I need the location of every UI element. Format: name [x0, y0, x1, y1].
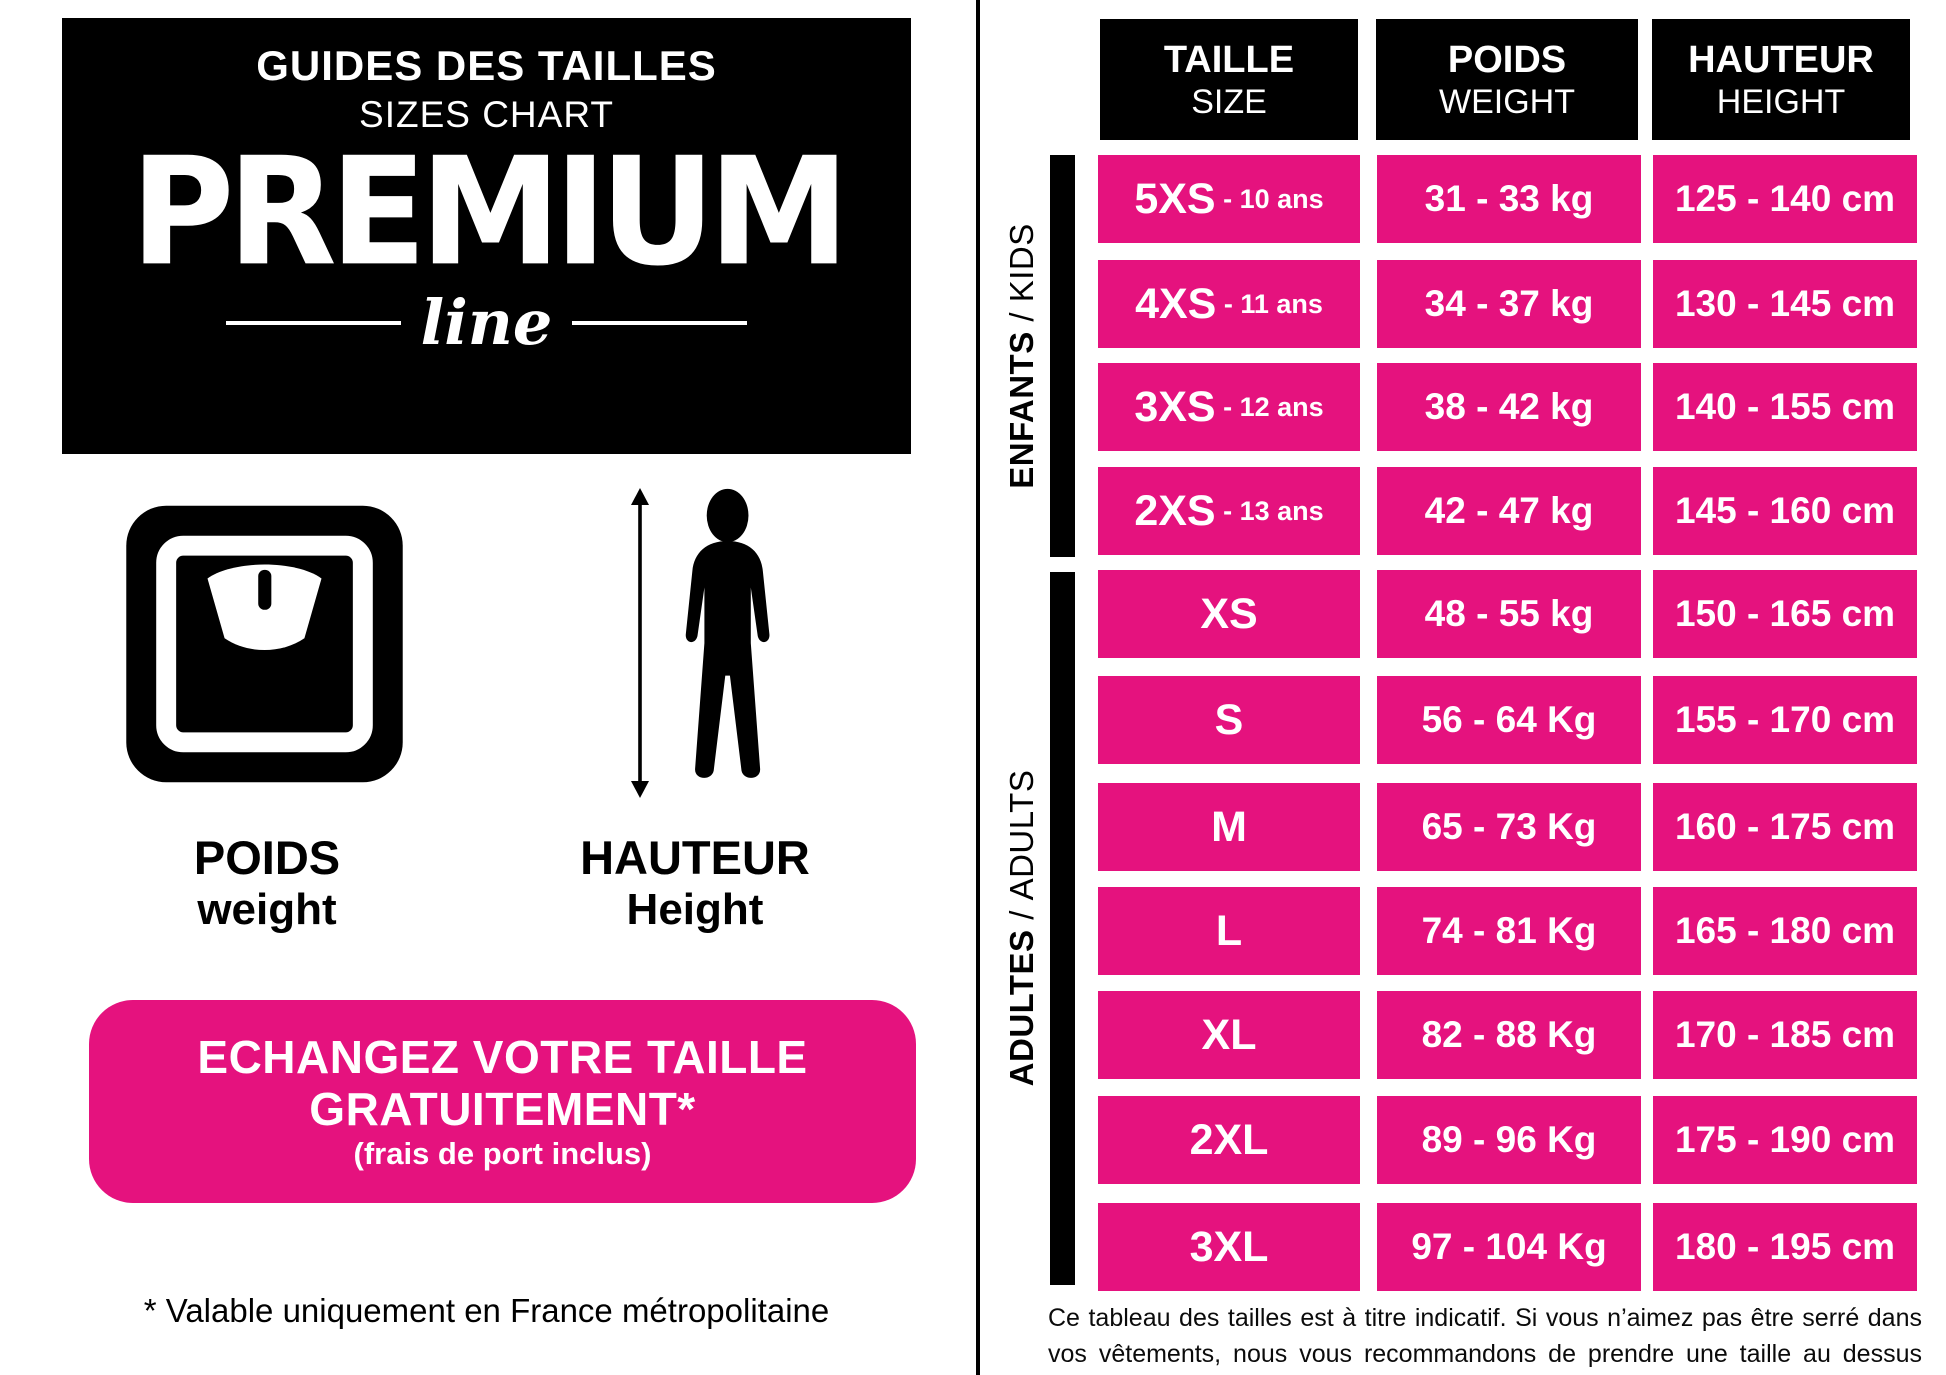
height-cell: 125 - 140 cm: [1653, 155, 1917, 243]
column-header-size: [1100, 19, 1358, 140]
height-person-icon: [628, 488, 780, 798]
kids-label-separator: /: [1003, 302, 1040, 332]
size-cell: [1098, 1096, 1360, 1184]
size-value: M: [1211, 802, 1247, 851]
height-cell: 180 - 195 cm: [1653, 1203, 1917, 1291]
weight-cell: 38 - 42 kg: [1377, 363, 1641, 451]
size-value: 2XS: [1134, 486, 1216, 535]
weight-label-en: weight: [197, 885, 337, 934]
size-cell: [1098, 260, 1360, 348]
height-label-fr: HAUTEUR: [580, 831, 810, 884]
weight-label-fr: POIDS: [193, 831, 341, 884]
column-header-weight-en: WEIGHT: [1439, 82, 1575, 121]
size-disclaimer-text: Ce tableau des tailles est à titre indicatif. Si vous n’aimez pas être serré dans vos vêtements, nous vous recommandons de prendre une taille au dessus: [1048, 1304, 1922, 1368]
weight-metric-label: [112, 832, 422, 936]
weight-cell: 31 - 33 kg: [1377, 155, 1641, 243]
adults-label-separator: /: [1003, 900, 1040, 930]
size-cell: [1098, 783, 1360, 871]
logo-rule-left: [226, 321, 401, 325]
age-value: - 12 ans: [1215, 391, 1324, 422]
size-value: 3XS: [1134, 382, 1216, 431]
weight-cell: 89 - 96 Kg: [1377, 1096, 1641, 1184]
column-header-size-en: SIZE: [1191, 82, 1267, 121]
kids-label-en: KIDS: [1003, 223, 1040, 303]
column-header-height: [1652, 19, 1910, 140]
height-cell: 175 - 190 cm: [1653, 1096, 1917, 1184]
height-cell: 160 - 175 cm: [1653, 783, 1917, 871]
size-value: XL: [1201, 1010, 1257, 1059]
weight-cell: 48 - 55 kg: [1377, 570, 1641, 658]
column-header-size-fr: TAILLE: [1163, 38, 1295, 81]
size-cell: [1098, 155, 1360, 243]
weight-cell: 97 - 104 Kg: [1377, 1203, 1641, 1291]
height-cell: 145 - 160 cm: [1653, 467, 1917, 555]
guide-title-en: SIZES CHART: [359, 94, 614, 135]
section-label-adults: [1002, 608, 1042, 1248]
size-value: 5XS: [1134, 174, 1216, 223]
size-value: 2XL: [1189, 1115, 1269, 1164]
size-cell: [1098, 676, 1360, 764]
brand-header-box: [62, 18, 911, 454]
kids-section-bar: [1050, 155, 1075, 557]
adults-label-en: ADULTS: [1003, 769, 1040, 901]
weight-cell: 74 - 81 Kg: [1377, 887, 1641, 975]
promo-line2: GRATUITEMENT*: [309, 1082, 696, 1135]
weight-cell: 34 - 37 kg: [1377, 260, 1641, 348]
height-cell: 150 - 165 cm: [1653, 570, 1917, 658]
weight-cell: 65 - 73 Kg: [1377, 783, 1641, 871]
column-header-weight: [1376, 19, 1638, 140]
size-value: S: [1214, 695, 1244, 744]
weight-cell: 42 - 47 kg: [1377, 467, 1641, 555]
vertical-divider: [976, 0, 980, 1375]
height-cell: 155 - 170 cm: [1653, 676, 1917, 764]
age-value: - 10 ans: [1215, 183, 1324, 214]
height-cell: 170 - 185 cm: [1653, 991, 1917, 1079]
promo-line1: ECHANGEZ VOTRE TAILLE: [197, 1030, 808, 1083]
size-cell: [1098, 570, 1360, 658]
weight-cell: 56 - 64 Kg: [1377, 676, 1641, 764]
size-value: L: [1215, 906, 1243, 955]
height-cell: 165 - 180 cm: [1653, 887, 1917, 975]
size-value: 3XL: [1189, 1222, 1269, 1271]
weight-cell: 82 - 88 Kg: [1377, 991, 1641, 1079]
size-cell: [1098, 887, 1360, 975]
free-exchange-banner: [89, 1000, 916, 1203]
size-cell: [1098, 467, 1360, 555]
guide-title-fr: GUIDES DES TAILLES: [256, 42, 717, 89]
adults-section-bar: [1050, 572, 1075, 1285]
height-label-en: Height: [626, 885, 764, 934]
weight-scale-icon: [122, 500, 407, 788]
size-cell: [1098, 991, 1360, 1079]
size-cell: [1098, 363, 1360, 451]
height-metric-label: [540, 832, 850, 936]
promo-line3: (frais de port inclus): [353, 1135, 652, 1171]
adults-label-fr: ADULTES: [1003, 929, 1040, 1087]
column-header-height-en: HEIGHT: [1716, 82, 1846, 121]
brand-logo-script: line: [420, 286, 553, 359]
brand-logo-text: PREMIUM: [130, 125, 843, 300]
height-cell: 130 - 145 cm: [1653, 260, 1917, 348]
size-cell: [1098, 1203, 1360, 1291]
column-header-weight-fr: POIDS: [1447, 38, 1567, 81]
size-value: 4XS: [1135, 279, 1217, 328]
validity-footnote: * Valable uniquement en France métropolitaine: [143, 1292, 830, 1329]
brand-logo-subline: [226, 286, 748, 359]
height-cell: 140 - 155 cm: [1653, 363, 1917, 451]
age-value: - 13 ans: [1215, 495, 1324, 526]
age-value: - 11 ans: [1216, 288, 1323, 319]
logo-rule-right: [572, 321, 747, 325]
size-value: XS: [1200, 589, 1258, 638]
kids-label-fr: ENFANTS: [1003, 331, 1040, 489]
section-label-kids: [1002, 146, 1042, 566]
column-header-height-fr: HAUTEUR: [1688, 38, 1874, 81]
